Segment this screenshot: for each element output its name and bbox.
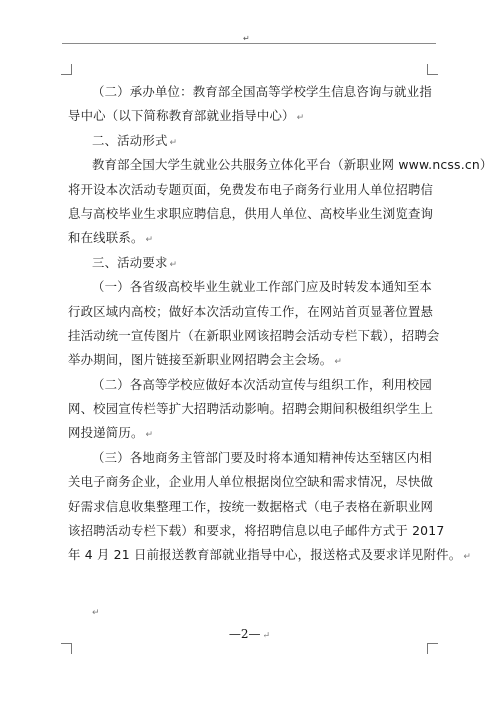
- crop-mark-bottom-left: [61, 643, 72, 654]
- line-text: 行政区域内高校；做好本次活动宣传工作，在网站首页显著位置悬: [68, 303, 434, 319]
- paragraph-line: [68, 153, 493, 177]
- paragraph-line: [68, 324, 440, 348]
- paragraph-line: [68, 519, 445, 543]
- paragraph-mark: ↵: [296, 113, 305, 124]
- paragraph-mark: ↵: [169, 259, 178, 270]
- line-text: （二）各高等学校应做好本次活动宣传与组织工作，利用校园: [92, 376, 432, 392]
- paragraph-line: [68, 348, 440, 372]
- line-text: （二）承办单位：教育部全国高等学校学生信息咨询与就业指: [92, 84, 432, 99]
- paragraph-line: [68, 373, 440, 397]
- header-paragraph-mark: ↵: [243, 34, 250, 43]
- paragraph-line: [68, 421, 440, 445]
- paragraph-line: [68, 275, 440, 299]
- section-heading: [68, 251, 440, 275]
- paragraph-mark: ↵: [262, 631, 271, 641]
- line-text: 挂活动统一宣传图片（在新职业网该招聘会活动专栏下载），招聘会: [68, 327, 440, 343]
- line-text: 好需求信息收集整理工作，按统一数据格式（电子表格在新职业网: [68, 498, 434, 514]
- body-text: [68, 80, 493, 568]
- line-text: 网投递简历。: [68, 425, 144, 441]
- paragraph-line: [68, 397, 440, 421]
- paragraph-line: [68, 543, 472, 567]
- line-text: 该招聘活动专栏下载）和要求，将招聘信息以电子邮件方式于 2017: [68, 523, 445, 539]
- paragraph-line: [68, 80, 440, 104]
- line-text: 和在线联系。: [68, 230, 144, 246]
- paragraph-line: [68, 104, 440, 128]
- line-text: （一）各省级高校毕业生就业工作部门应及时转发本通知至本: [92, 279, 432, 295]
- section-heading: [68, 129, 440, 153]
- paragraph-line: [68, 226, 440, 250]
- line-text: （三）各地商务主管部门要及时将本通知精神传达至辖区内相: [92, 449, 432, 465]
- line-text: 举办期间，图片链接至新职业网招聘会主会场。: [68, 352, 333, 368]
- paragraph-line: [68, 300, 440, 324]
- line-text: 关电子商务企业，企业用人单位根据岗位空缺和需求情况，尽快做: [68, 474, 434, 490]
- crop-mark-top-left: [61, 64, 72, 75]
- line-text: 息与高校毕业生求职应聘信息，供用人单位、高校毕业生浏览查询: [68, 205, 434, 221]
- line-text: 导中心（以下简称教育部就业指导中心）: [68, 108, 295, 124]
- page-number: [0, 627, 499, 641]
- paragraph-line: [68, 202, 440, 226]
- empty-paragraph-mark: ↵: [92, 608, 100, 618]
- crop-mark-top-right: [427, 64, 438, 75]
- paragraph-line: [68, 495, 440, 519]
- page-number-text: —2—: [228, 627, 261, 641]
- line-text: 教育部全国大学生就业公共服务立体化平台（新职业网 www.ncss.cn）: [92, 157, 493, 173]
- line-text: 二、活动形式: [92, 132, 168, 148]
- line-text: 年 4 月 21 日前报送教育部就业指导中心，报送格式及要求详见附件。: [68, 547, 462, 563]
- paragraph-line: [68, 178, 440, 202]
- paragraph-mark: ↵: [145, 235, 154, 246]
- header-rule: [62, 43, 436, 44]
- paragraph-line: [68, 446, 440, 470]
- paragraph-mark: ↵: [334, 357, 343, 368]
- paragraph-mark: ↵: [145, 430, 154, 441]
- line-text: 网、校园宣传栏等扩大招聘活动影响。招聘会期间积极组织学生上: [68, 401, 434, 417]
- paragraph-mark: ↵: [463, 552, 472, 563]
- crop-mark-bottom-right: [427, 643, 438, 654]
- paragraph-line: [68, 470, 440, 494]
- line-text: 三、活动要求: [92, 254, 168, 270]
- paragraph-mark: ↵: [169, 137, 178, 148]
- line-text: 将开设本次活动专题页面，免费发布电子商务行业用人单位招聘信: [68, 181, 434, 197]
